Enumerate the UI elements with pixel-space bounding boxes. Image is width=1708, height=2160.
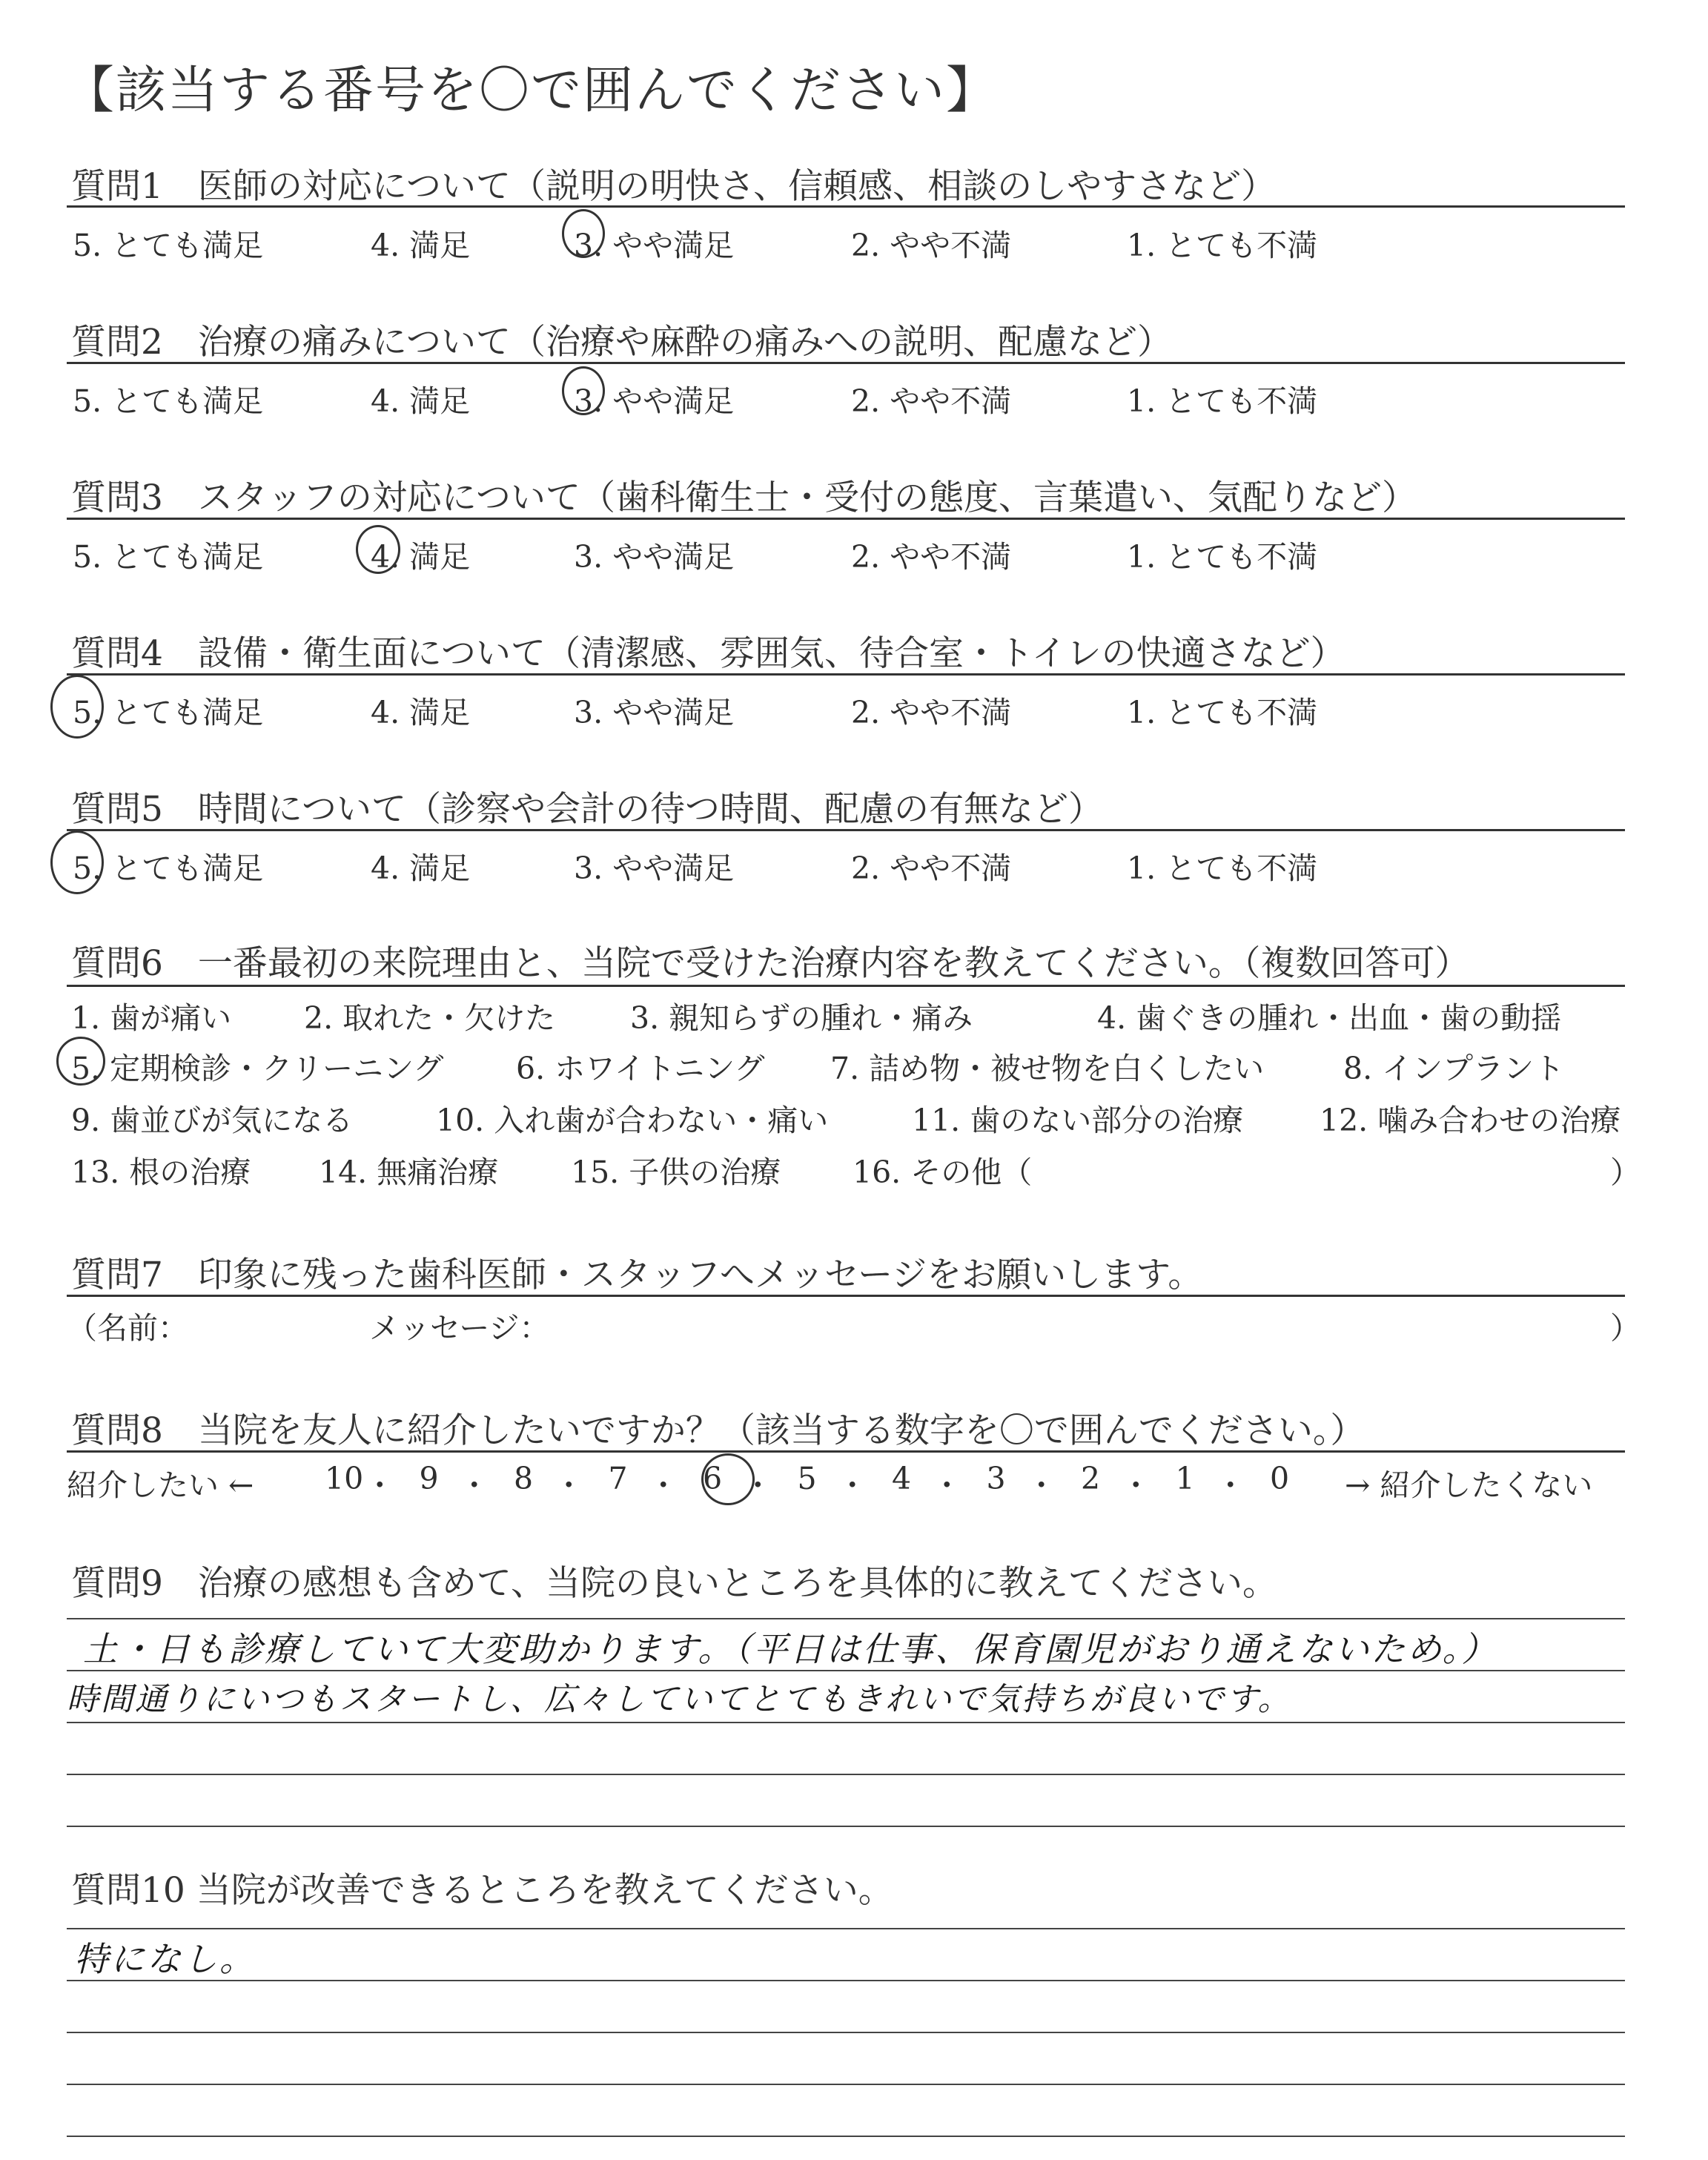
q3-option-2[interactable]: 2. やや不満 (851, 539, 1012, 575)
q8-scale-4[interactable]: 4 (892, 1461, 912, 1496)
q8-left-label: 紹介したい ← (67, 1467, 254, 1503)
q5-option-5[interactable]: 5. とても満足 (73, 851, 264, 886)
q4-option-4[interactable]: 4. 満足 (371, 695, 471, 730)
q6-option-16[interactable]: 16. その他（ (853, 1155, 1033, 1190)
divider (67, 1295, 1625, 1297)
answer-line (67, 2136, 1625, 2137)
question-10-title: 質問10 当院が改善できるところを教えてください。 (71, 1870, 893, 1911)
q3-option-3[interactable]: 3. やや満足 (574, 539, 735, 575)
q8-scale-separator: ・ (837, 1467, 868, 1503)
q6-option-15[interactable]: 15. 子供の治療 (571, 1155, 781, 1190)
question-3-title: 質問3 スタッフの対応について（歯科衛生士・受付の態度、言葉遣い、気配りなど） (71, 478, 1417, 518)
divider (67, 985, 1625, 987)
divider (67, 518, 1625, 520)
q6-option-14[interactable]: 14. 無痛治療 (319, 1155, 499, 1190)
q6-option-4[interactable]: 4. 歯ぐきの腫れ・出血・歯の動揺 (1097, 1000, 1562, 1036)
divider (67, 829, 1625, 831)
q8-scale-separator: ・ (648, 1467, 679, 1503)
q8-scale-9[interactable]: 9 (419, 1461, 439, 1496)
q6-option-1[interactable]: 1. 歯が痛い (71, 1000, 232, 1036)
q9-handwritten-answer-line-2: 時間通りにいつもスタートし、広々していてとてもきれいで気持ちが良いです。 (67, 1681, 1292, 1718)
q4-option-5[interactable]: 5. とても満足 (73, 695, 264, 730)
q7-close-paren: ） (1610, 1310, 1641, 1346)
answer-line (67, 1826, 1625, 1827)
question-5-title: 質問5 時間について（診察や会計の待つ時間、配慮の有無など） (71, 789, 1103, 830)
question-2-title: 質問2 治療の痛みについて（治療や麻酔の痛みへの説明、配慮など） (71, 322, 1173, 363)
answer-line (67, 1722, 1625, 1723)
form-header: 【該当する番号を〇で囲んでください】 (64, 62, 999, 120)
q2-option-4[interactable]: 4. 満足 (371, 383, 471, 419)
answer-line (67, 2084, 1625, 2085)
q8-scale-1[interactable]: 1 (1175, 1461, 1195, 1496)
q6-option-11[interactable]: 11. 歯のない部分の治療 (912, 1103, 1244, 1138)
divider (67, 205, 1625, 208)
q8-scale-6[interactable]: 6 (703, 1461, 723, 1496)
q5-option-2[interactable]: 2. やや不満 (851, 851, 1012, 886)
q8-scale-separator: ・ (931, 1467, 962, 1503)
answer-line (67, 1618, 1625, 1619)
q2-option-5[interactable]: 5. とても満足 (73, 383, 264, 419)
q7-message-label: メッセージ： (369, 1310, 550, 1346)
q6-option-8[interactable]: 8. インプラント (1343, 1051, 1565, 1086)
divider (67, 1450, 1625, 1453)
q8-scale-separator: ・ (553, 1467, 584, 1503)
q3-option-5[interactable]: 5. とても満足 (73, 539, 264, 575)
q5-option-4[interactable]: 4. 満足 (371, 851, 471, 886)
divider (67, 673, 1625, 676)
q1-option-5[interactable]: 5. とても満足 (73, 228, 264, 263)
question-9-title: 質問9 治療の感想も含めて、当院の良いところを具体的に教えてください。 (71, 1563, 1277, 1604)
q3-option-1[interactable]: 1. とても不満 (1127, 539, 1318, 575)
q6-option-2[interactable]: 2. 取れた・欠けた (304, 1000, 556, 1036)
q6-option-3[interactable]: 3. 親知らずの腫れ・痛み (630, 1000, 973, 1036)
q8-scale-separator: ・ (1120, 1467, 1151, 1503)
question-8-title: 質問8 当院を友人に紹介したいですか？（該当する数字を〇で囲んでください。） (71, 1410, 1366, 1451)
question-6-title: 質問6 一番最初の来院理由と、当院で受けた治療内容を教えてください。（複数回答可） (71, 943, 1470, 984)
q2-option-3[interactable]: 3. やや満足 (574, 383, 735, 419)
q8-scale-8[interactable]: 8 (514, 1461, 534, 1496)
q8-scale-5[interactable]: 5 (797, 1461, 817, 1496)
q6-option-12[interactable]: 12. 噛み合わせの治療 (1320, 1103, 1621, 1138)
q8-scale-7[interactable]: 7 (608, 1461, 628, 1496)
q4-option-3[interactable]: 3. やや満足 (574, 695, 735, 730)
q10-handwritten-answer: 特になし。 (74, 1939, 256, 1979)
question-1-title: 質問1 医師の対応について（説明の明快さ、信頼感、相談のしやすさなど） (71, 166, 1277, 207)
q8-scale-separator: ・ (364, 1467, 395, 1503)
q1-option-2[interactable]: 2. やや不満 (851, 228, 1012, 263)
q8-scale-2[interactable]: 2 (1081, 1461, 1101, 1496)
q6-option-9[interactable]: 9. 歯並びが気になる (71, 1103, 354, 1138)
q2-option-2[interactable]: 2. やや不満 (851, 383, 1012, 419)
q4-option-1[interactable]: 1. とても不満 (1127, 695, 1318, 730)
q6-other-close: ） (1610, 1155, 1641, 1190)
q9-handwritten-answer-line-1: 土・日も診療していて大変助かります。（平日は仕事、保育園児がおり通えないため。） (83, 1629, 1498, 1669)
q6-option-5[interactable]: 5. 定期検診・クリーニング (71, 1051, 444, 1086)
q1-option-1[interactable]: 1. とても不満 (1127, 228, 1318, 263)
answer-line (67, 1928, 1625, 1929)
q8-scale-10[interactable]: 10 (325, 1461, 364, 1496)
answer-line (67, 1980, 1625, 1981)
q8-scale-0[interactable]: 0 (1270, 1461, 1290, 1496)
q1-option-4[interactable]: 4. 満足 (371, 228, 471, 263)
q8-scale-separator: ・ (1215, 1467, 1246, 1503)
divider (67, 362, 1625, 364)
q8-scale-separator: ・ (1026, 1467, 1057, 1503)
q6-option-7[interactable]: 7. 詰め物・被せ物を白くしたい (830, 1051, 1265, 1086)
q6-option-13[interactable]: 13. 根の治療 (71, 1155, 251, 1190)
q2-option-1[interactable]: 1. とても不満 (1127, 383, 1318, 419)
q5-option-3[interactable]: 3. やや満足 (574, 851, 735, 886)
q8-right-label: → 紹介したくない (1345, 1467, 1593, 1503)
q5-option-1[interactable]: 1. とても不満 (1127, 851, 1318, 886)
q1-option-3[interactable]: 3. やや満足 (574, 228, 735, 263)
q6-option-10[interactable]: 10. 入れ歯が合わない・痛い (436, 1103, 829, 1138)
q8-scale-separator: ・ (742, 1467, 773, 1503)
q6-option-6[interactable]: 6. ホワイトニング (516, 1051, 765, 1086)
question-4-title: 質問4 設備・衛生面について（清潔感、雰囲気、待合室・トイレの快適さなど） (71, 633, 1345, 674)
q8-scale-separator: ・ (459, 1467, 490, 1503)
answer-line (67, 1774, 1625, 1775)
q8-scale-3[interactable]: 3 (986, 1461, 1006, 1496)
q4-option-2[interactable]: 2. やや不満 (851, 695, 1012, 730)
question-7-title: 質問7 印象に残った歯科医師・スタッフへメッセージをお願いします。 (71, 1255, 1203, 1295)
answer-line (67, 2032, 1625, 2033)
q3-option-4[interactable]: 4. 満足 (371, 539, 471, 575)
q7-name-label: （名前： (67, 1310, 188, 1346)
